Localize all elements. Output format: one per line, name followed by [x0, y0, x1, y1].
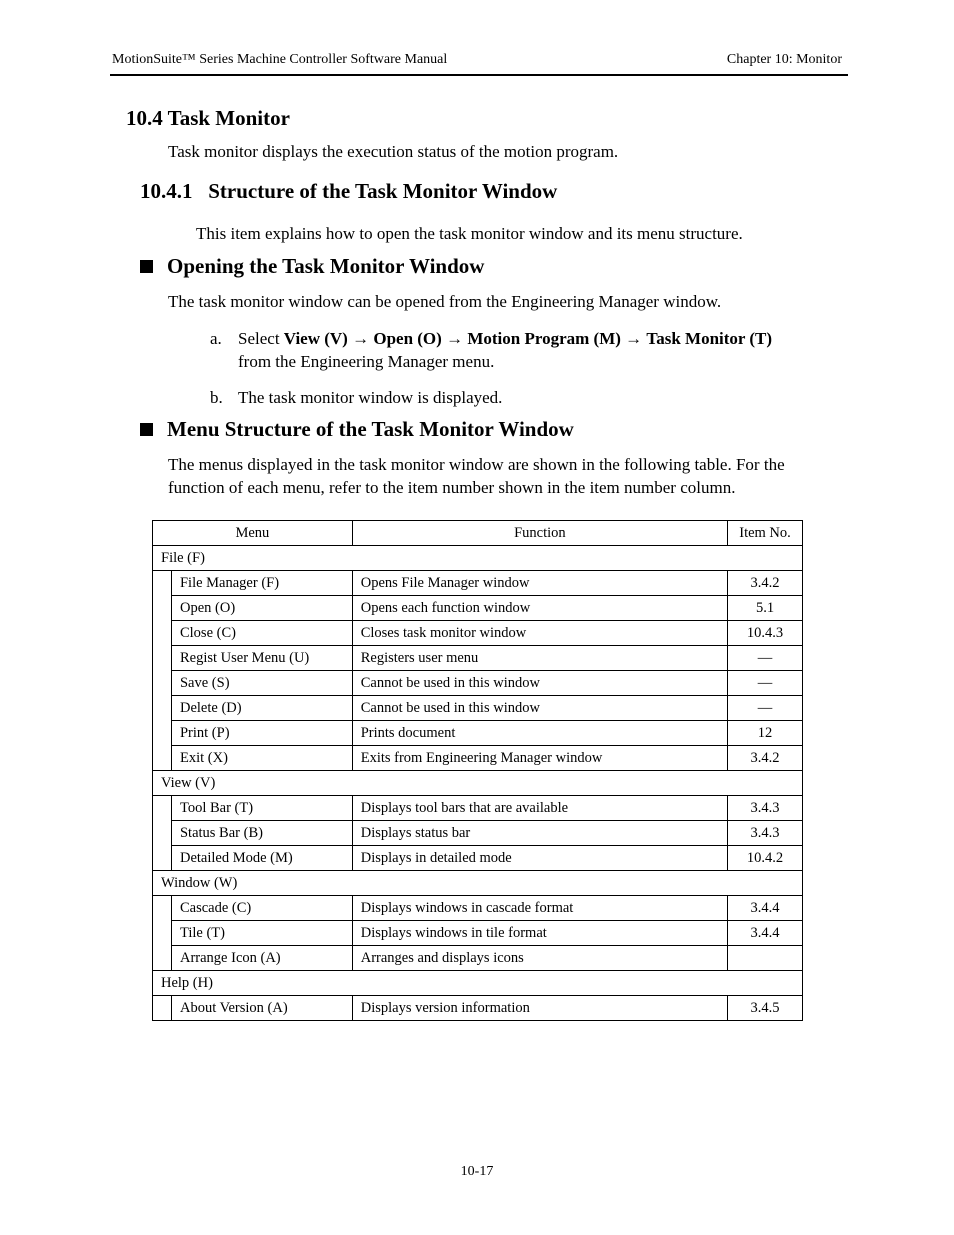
menu-item-function: Cannot be used in this window: [352, 696, 727, 721]
arrow-icon: →: [625, 329, 643, 348]
page-number: 10-17: [460, 1164, 494, 1179]
menu-item-number: 3.4.3: [728, 821, 803, 846]
menu-item-name: Save (S): [171, 671, 352, 696]
section-intro: Task monitor displays the execution status of the motion program.: [168, 142, 619, 161]
menu-item-name: Regist User Menu (U): [171, 646, 352, 671]
table-header-row: [153, 521, 803, 546]
menu-item-number: —: [728, 696, 803, 721]
menu-item-name: File Manager (F): [171, 571, 352, 596]
menu-item-number: 3.4.3: [728, 796, 803, 821]
menu-item-function: Displays status bar: [352, 821, 727, 846]
menu-item-function: Opens each function window: [352, 596, 727, 621]
menu-group-name: File (F): [153, 546, 803, 571]
menu-item-function: Displays windows in cascade format: [352, 896, 727, 921]
indent-cell: [153, 671, 172, 696]
table-row: [153, 596, 803, 621]
indent-cell: [153, 596, 172, 621]
menu-item-number: 10.4.2: [728, 846, 803, 871]
menu-table: [152, 520, 803, 1021]
header-function: Function: [352, 521, 727, 546]
menu-item-name: Detailed Mode (M): [171, 846, 352, 871]
menu-item-name: Tool Bar (T): [171, 796, 352, 821]
menu-item-name: Open (O): [171, 596, 352, 621]
table-group-row: [153, 971, 803, 996]
subsection-title: 10.4.1 Structure of the Task Monitor Window: [140, 179, 558, 203]
menu-item-name: Delete (D): [171, 696, 352, 721]
table-row: [153, 896, 803, 921]
indent-cell: [153, 921, 172, 946]
menu-item-number: [728, 946, 803, 971]
indent-cell: [153, 946, 172, 971]
menu-group-name: Window (W): [153, 871, 803, 896]
table-row: [153, 671, 803, 696]
menu-item-number: 10.4.3: [728, 621, 803, 646]
menu-item-number: 5.1: [728, 596, 803, 621]
menu-item-function: Displays tool bars that are available: [352, 796, 727, 821]
menu-group-name: View (V): [153, 771, 803, 796]
menu-item-function: Closes task monitor window: [352, 621, 727, 646]
table-group-row: [153, 871, 803, 896]
indent-cell: [153, 696, 172, 721]
menu-item-name: Status Bar (B): [171, 821, 352, 846]
indent-cell: [153, 621, 172, 646]
menu-item-number: 3.4.4: [728, 921, 803, 946]
menu-structure-heading-text: Menu Structure of the Task Monitor Window: [167, 417, 574, 441]
menu-item-number: 3.4.2: [728, 571, 803, 596]
header-item-no: Item No.: [728, 521, 803, 546]
menu-item-function: Registers user menu: [352, 646, 727, 671]
indent-cell: [153, 821, 172, 846]
indent-cell: [153, 646, 172, 671]
indent-cell: [153, 846, 172, 871]
menu-item-function: Displays windows in tile format: [352, 921, 727, 946]
menu-item-function: Opens File Manager window: [352, 571, 727, 596]
table-group-row: [153, 546, 803, 571]
opening-heading: [140, 254, 484, 279]
menu-table-body: [153, 521, 803, 1021]
table-row: [153, 721, 803, 746]
arrow-icon: →: [352, 329, 370, 348]
menu-item-function: Cannot be used in this window: [352, 671, 727, 696]
indent-cell: [153, 721, 172, 746]
table-row: [153, 621, 803, 646]
menu-item-name: Print (P): [171, 721, 352, 746]
menu-item-number: 3.4.5: [728, 996, 803, 1021]
menu-path-task-monitor: Task Monitor (T): [646, 329, 773, 348]
step-a-marker: a.: [210, 329, 222, 348]
running-header-chapter: Chapter 10: Monitor: [726, 52, 842, 67]
indent-cell: [153, 796, 172, 821]
table-row: [153, 746, 803, 771]
menu-item-function: Displays in detailed mode: [352, 846, 727, 871]
indent-cell: [153, 896, 172, 921]
table-row: [153, 646, 803, 671]
square-bullet-icon: [140, 423, 153, 436]
menu-item-number: 3.4.4: [728, 896, 803, 921]
table-row: [153, 571, 803, 596]
table-row: [153, 696, 803, 721]
menu-item-function: Exits from Engineering Manager window: [352, 746, 727, 771]
menu-item-function: Arranges and displays icons: [352, 946, 727, 971]
menu-path-view: View (V): [283, 329, 348, 348]
arrow-icon: →: [446, 329, 464, 348]
menu-path-open: Open (O): [373, 329, 442, 348]
section-title: 10.4 Task Monitor: [126, 106, 290, 130]
menu-item-name: Arrange Icon (A): [171, 946, 352, 971]
step-a-line2: from the Engineering Manager menu.: [238, 352, 495, 371]
indent-cell: [153, 996, 172, 1021]
header-menu: Menu: [153, 521, 353, 546]
menu-item-name: Exit (X): [171, 746, 352, 771]
step-a-text: [238, 327, 772, 350]
menu-item-name: Cascade (C): [171, 896, 352, 921]
indent-cell: [153, 571, 172, 596]
step-b-text: The task monitor window is displayed.: [238, 388, 503, 407]
menu-structure-heading: [140, 417, 574, 442]
opening-heading-text: Opening the Task Monitor Window: [167, 254, 485, 278]
subsection-intro: This item explains how to open the task monitor window and its menu structure.: [196, 224, 743, 243]
table-row: [153, 846, 803, 871]
table-group-row: [153, 771, 803, 796]
square-bullet-icon: [140, 260, 153, 273]
menu-item-function: Displays version information: [352, 996, 727, 1021]
menu-item-function: Prints document: [352, 721, 727, 746]
opening-text: The task monitor window can be opened from the Engineering Manager window.: [168, 292, 722, 311]
table-row: [153, 921, 803, 946]
menu-item-name: Tile (T): [171, 921, 352, 946]
menu-item-number: —: [728, 646, 803, 671]
menu-item-name: About Version (A): [171, 996, 352, 1021]
step-a-prefix: Select: [238, 329, 284, 348]
menu-group-name: Help (H): [153, 971, 803, 996]
running-header-title: MotionSuite™ Series Machine Controller Software Manual: [112, 52, 448, 67]
menu-structure-text-1: The menus displayed in the task monitor window are shown in the following table. For the: [168, 455, 785, 474]
table-row: [153, 821, 803, 846]
table-row: [153, 946, 803, 971]
menu-structure-text-2: function of each menu, refer to the item number shown in the item number column.: [168, 478, 736, 497]
menu-path-motion-program: Motion Program (M): [467, 329, 621, 348]
menu-item-number: 3.4.2: [728, 746, 803, 771]
step-b-marker: b.: [210, 388, 223, 407]
menu-item-name: Close (C): [171, 621, 352, 646]
table-row: [153, 996, 803, 1021]
table-row: [153, 796, 803, 821]
menu-item-number: 12: [728, 721, 803, 746]
menu-item-number: —: [728, 671, 803, 696]
header-rule: [110, 74, 848, 76]
indent-cell: [153, 746, 172, 771]
